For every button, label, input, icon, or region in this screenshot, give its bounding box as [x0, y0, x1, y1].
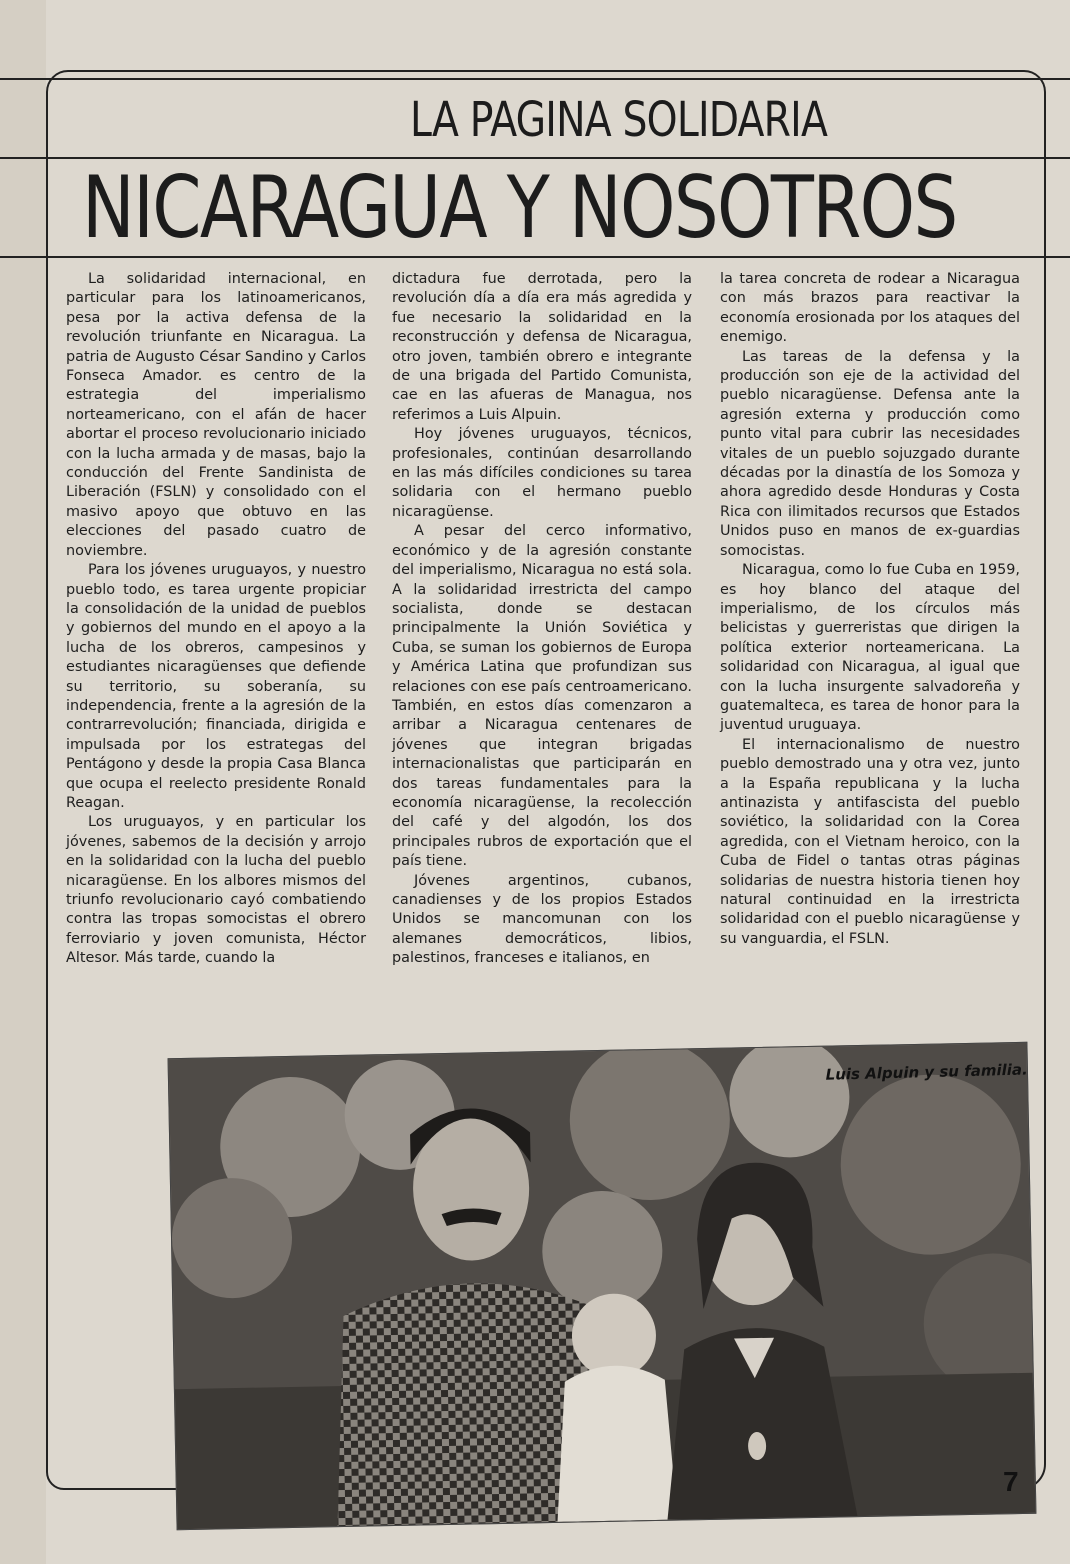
- paragraph: La solidaridad internacional, en particular para los latinoamericanos, pesa por la activa defensa de la revolución triunfante en Nicaragua. La patria de Augusto César Sandino y Carlos Fonseca Amador. es centro de la estrategia del imperialismo norteamericano, con el afán de hacer abortar el proceso revolucionario iniciado con la lucha armada y de masas, bajo la conducción del Frente Sandinista de Liberación (FSLN) y consolidado con el masivo apoyo que obtuvo en las elecciones del pasado cuatro de noviembre.: [66, 271, 366, 559]
- paragraph: A pesar del cerco informativo, económico y de la agresión constante del imperialismo, Nicaragua no está sola. A la solidaridad irrestricta del campo socialista, donde se destacan principalmente la Unión Soviética y Cuba, se suman los gobiernos de Europa y América Latina que profundizan sus relaciones con ese país centroamericano. También, en estos días comenzaron a arribar a Nicaragua centenares de jóvenes que integran brigadas internacionalistas que participarán en dos tareas fundamentales para la economía nicaragüense, la recolección del café y del algodón, los dos principales rubros de exportación que el país tiene.: [392, 523, 692, 870]
- paragraph: Las tareas de la defensa y la producción son eje de la actividad del pueblo nicaragüense. Defensa ante la agresión externa y producción como punto vital para cubrir las necesidades vitales de un pueblo sojuzgado durante décadas por la dinastía de los Somoza y ahora agredido desde Honduras y Costa Rica con ilimitados recursos que Estados Unidos puso en manos de ex-guardias somocistas.: [720, 348, 1020, 559]
- paragraph: Nicaragua, como lo fue Cuba en 1959, es hoy blanco del ataque del imperialismo, de los círculos más belicistas y guerreristas que dirigen la política exterior norteamericana. La solidaridad con Nicaragua, al igual que con la lucha insurgente salvadoreña y guatemalteca, es tarea de honor para la juventud uruguaya.: [720, 562, 1020, 734]
- article-body: [66, 270, 1026, 1000]
- photo-caption: Luis Alpuin y su familia.: [825, 1060, 1028, 1084]
- paragraph: la tarea concreta de rodear a Nicaragua con más brazos para reactivar la economía erosionada por los ataques del enemigo.: [720, 271, 1020, 346]
- paragraph: El internacionalismo de nuestro pueblo demostrado una y otra vez, junto a la España republicana y la lucha antinazista y antifascista del pueblo soviético, la solidaridad con la Corea agredida, con el Vietnam heroico, con la Cuba de Fidel o tantas otras páginas solidarias de nuestra historia tienen hoy natural continuidad en la irrestricta solidaridad con el pueblo nicaragüense y su vanguardia, el FSLN.: [720, 736, 1020, 947]
- paragraph: Hoy jóvenes uruguayos, técnicos, profesionales, continúan desarrollando en las más difíciles condiciones su tarea solidaria con el hermano pueblo nicaragüense.: [392, 426, 692, 520]
- photo-illustration: [169, 1043, 1036, 1529]
- page-number: 7: [1003, 1466, 1019, 1497]
- header-rule-top: [0, 78, 1070, 80]
- paragraph: Para los jóvenes uruguayos, y nuestro pueblo todo, es tarea urgente propiciar la consolidación de la unidad de pueblos y gobiernos del mundo en el apoyo a la lucha de los obreros, campesinos y estudiantes nicaragüenses que defiende su territorio, su soberanía, su independencia, frente a la agresión de la contrarrevolución; financiada, dirigida e impulsada por los estrategas del Pentágono y desde la propia Casa Blanca que ocupa el reelecto presidente Ronald Reagan.: [66, 562, 366, 811]
- header-rule-bottom: [0, 256, 1070, 258]
- text-column-2: [392, 270, 692, 969]
- paragraph: dictadura fue derrotada, pero la revolución día a día era más agredida y fue necesario la solidaridad en la reconstrucción y defensa de Nicaragua, otro joven, también obrero e integrante de una brigada del Partido Comunista, cae en las afueras de Managua, nos referimos a Luis Alpuin.: [392, 271, 692, 423]
- article-headline: NICARAGUA Y NOSOTROS: [82, 158, 957, 258]
- paragraph: Los uruguayos, y en particular los jóvenes, sabemos de la decisión y arrojo en la solidaridad con la lucha del pueblo nicaragüense. En los albores mismos del triunfo revolucionario cayó combatiendo contra las tropas somocistas el obrero ferroviario y joven comunista, Héctor Altesor. Más tarde, cuando la: [66, 814, 366, 967]
- section-kicker: LA PAGINA SOLIDARIA: [410, 92, 828, 148]
- paragraph: Jóvenes argentinos, cubanos, canadienses y de los propios Estados Unidos se mancomunan con los alemanes democráticos, libios, palestinos, franceses e italianos, en: [392, 872, 692, 967]
- family-photo: [168, 1042, 1037, 1530]
- text-column-3: [720, 270, 1020, 949]
- page-margin: [0, 0, 46, 1564]
- text-column-1: [66, 270, 366, 969]
